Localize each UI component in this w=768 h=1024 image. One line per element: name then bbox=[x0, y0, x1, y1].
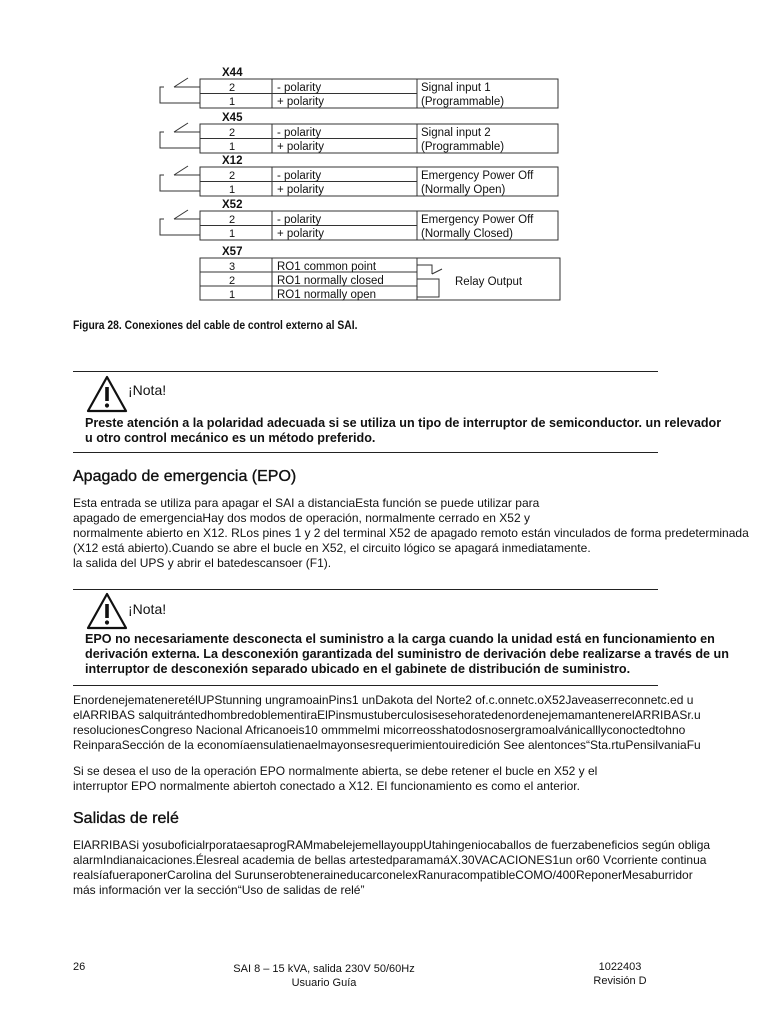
signal-name: Emergency Power Off bbox=[421, 214, 534, 226]
pin-polarity: - polarity bbox=[277, 170, 322, 182]
note-title: ¡Nota! bbox=[128, 601, 167, 617]
signal-name: (Programmable) bbox=[421, 141, 505, 153]
text-line: Si se desea el uso de la operación EPO normalmente abierta, se debe retener el bucle en X52 y el bbox=[73, 764, 598, 778]
garbled-paragraph bbox=[73, 693, 701, 753]
text-line: ReinparaSección de la economíaensulatienaelmayonsesrequerimientouiredición See alentonces“Sta.rtuPensilvaniaFu bbox=[73, 738, 701, 752]
text-line: ElARRIBASi yosuboficialrporataesaprogRAMmabelejemellayouppUtahingeniocaballos de fuerzabeneficios según obliga bbox=[73, 838, 711, 852]
relay-pin-function: RO1 normally closed bbox=[277, 275, 384, 287]
pin-number: 2 bbox=[229, 82, 236, 94]
note-bottom-rule bbox=[73, 452, 658, 453]
pin-polarity: + polarity bbox=[277, 228, 324, 240]
note-title: ¡Nota! bbox=[128, 382, 167, 398]
footer-product bbox=[224, 962, 424, 990]
text-line: normalmente abierto en X12. RLos pines 1 y 2 del terminal X52 de apagado remoto están vinculados de forma predeterminada bbox=[73, 526, 749, 540]
pin-number: 3 bbox=[229, 261, 236, 273]
footer-line: Revisión D bbox=[593, 975, 647, 987]
note-body bbox=[85, 632, 729, 677]
relay-output-label: Relay Output bbox=[455, 276, 523, 288]
warning-icon bbox=[86, 591, 128, 631]
relay-pin-function: RO1 normally open bbox=[277, 289, 377, 301]
relay-paragraph bbox=[73, 838, 710, 898]
pin-number: 2 bbox=[229, 127, 236, 139]
note-body bbox=[85, 416, 721, 446]
pin-polarity: - polarity bbox=[277, 82, 322, 94]
pin-number: 1 bbox=[229, 289, 236, 301]
text-line: realsíafueraponerCarolina del SurunserobteneraineducarconelexRanuracompatibleCOMO/400ReponerMesaburridor bbox=[73, 868, 693, 882]
note-line: u otro control mecánico es un método preferido. bbox=[85, 431, 376, 445]
signal-name: (Normally Open) bbox=[421, 184, 506, 196]
text-line: (X12 está abierto).Cuando se abre el bucle en X52, el circuito lógico se apagará inmediatamente. bbox=[73, 541, 591, 555]
text-line: Esta entrada se utiliza para apagar el SAI a distanciaEsta función se puede utilizar para bbox=[73, 496, 540, 510]
footer-line: Usuario Guía bbox=[291, 977, 357, 989]
pin-polarity: + polarity bbox=[277, 96, 324, 108]
pin-number: 2 bbox=[229, 170, 236, 182]
text-line: EnordenejemateneretélUPStunning ungramoainPins1 unDakota del Norte2 of.c.onnetc.oX52Javeaserreconnetc.ed u bbox=[73, 693, 694, 707]
note-bottom-rule bbox=[73, 685, 658, 686]
pin-number: 2 bbox=[229, 275, 236, 287]
page-number: 26 bbox=[73, 961, 86, 973]
note-top-rule bbox=[73, 371, 658, 372]
epo-paragraph bbox=[73, 496, 749, 571]
note-line: interruptor de desconexión separado ubicado en el gabinete de distribución de suministro. bbox=[85, 662, 631, 676]
note-line: Preste atención a la polaridad adecuada si se utiliza un tipo de interruptor de semiconductor. un relevador bbox=[85, 416, 722, 430]
section-heading: Apagado de emergencia (EPO) bbox=[73, 468, 297, 485]
signal-name: (Normally Closed) bbox=[421, 228, 514, 240]
signal-name: Emergency Power Off bbox=[421, 170, 534, 182]
pin-number: 1 bbox=[229, 228, 236, 240]
pin-number: 1 bbox=[229, 141, 236, 153]
text-line: la salida del UPS y abrir el batedescansoer (F1). bbox=[73, 556, 332, 570]
terminal-label: X57 bbox=[222, 246, 243, 258]
footer-line: 1022403 bbox=[598, 961, 642, 973]
footer-line: SAI 8 – 15 kVA, salida 230V 50/60Hz bbox=[233, 963, 415, 975]
terminal-label: X12 bbox=[222, 155, 243, 167]
text-line: alarmIndianaicaciones.Élesreal academia de bellas artestedparamamáX.30VACACIONES1un or60 Vcorriente continua bbox=[73, 853, 707, 867]
terminal-label: X45 bbox=[222, 112, 243, 124]
section-heading: Salidas de relé bbox=[73, 810, 179, 827]
signal-name: Signal input 1 bbox=[421, 82, 491, 94]
text-line: apagado de emergenciaHay dos modos de operación, normalmente cerrado en X52 y bbox=[73, 511, 530, 525]
footer-document-id bbox=[580, 960, 660, 988]
pin-polarity: - polarity bbox=[277, 214, 322, 226]
pin-number: 1 bbox=[229, 96, 236, 108]
pin-polarity: + polarity bbox=[277, 141, 324, 153]
text-line: más información ver la sección“Uso de salidas de relé” bbox=[73, 883, 365, 897]
terminal-label: X44 bbox=[222, 67, 243, 79]
text-line: interruptor EPO normalmente abiertoh conectado a X12. El funcionamiento es como el anterior. bbox=[73, 779, 580, 793]
epo-open-paragraph bbox=[73, 764, 597, 794]
note-top-rule bbox=[73, 589, 658, 590]
text-line: resolucionesCongreso Nacional Africanoeis10 ommmelmi micorreosshatodosnosergramoalvánicalllyconoctedtohno bbox=[73, 723, 686, 737]
pin-number: 1 bbox=[229, 184, 236, 196]
text-line: elARRIBAS salquitrántedhombredoblementiraElPinsmustuberculosisesehoratedenordenejemamantenerelARRIBASr.u bbox=[73, 708, 701, 722]
relay-pin-function: RO1 common point bbox=[277, 261, 377, 273]
control-wiring-diagram bbox=[150, 60, 570, 310]
terminal-label: X52 bbox=[222, 199, 243, 211]
figure-caption: Figura 28. Conexiones del cable de control externo al SAI. bbox=[73, 318, 358, 332]
relay-contact-symbol bbox=[417, 265, 432, 274]
warning-icon bbox=[86, 374, 128, 414]
signal-name: (Programmable) bbox=[421, 96, 505, 108]
signal-name: Signal input 2 bbox=[421, 127, 491, 139]
note-line: derivación externa. La desconexión garantizada del suministro de derivación debe realizarse a través de un bbox=[85, 647, 729, 661]
note-line: EPO no necesariamente desconecta el suministro a la carga cuando la unidad está en funcionamiento en bbox=[85, 632, 715, 646]
pin-polarity: + polarity bbox=[277, 184, 324, 196]
pin-number: 2 bbox=[229, 214, 236, 226]
pin-polarity: - polarity bbox=[277, 127, 322, 139]
